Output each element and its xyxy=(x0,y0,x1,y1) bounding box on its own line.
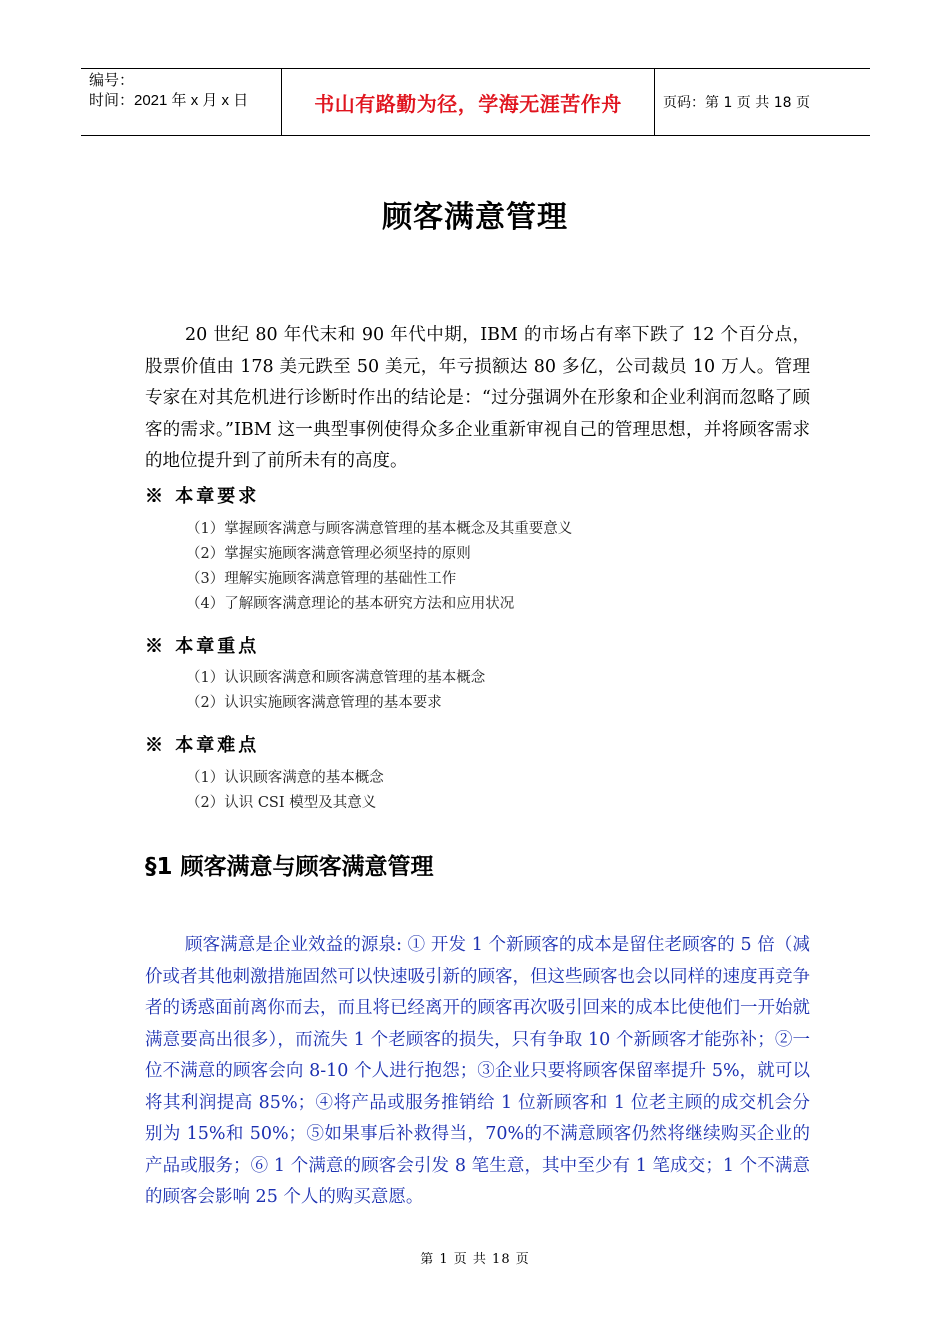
header-page-number: 页码：第 1 页 共 18 页 xyxy=(663,95,810,111)
page-header xyxy=(81,68,870,136)
list-item: （2）掌握实施顾客满意管理必须坚持的原则 xyxy=(186,546,471,562)
list-item: （1）认识顾客满意和顾客满意管理的基本概念 xyxy=(186,670,486,686)
list-item: （1）掌握顾客满意与顾客满意管理的基本概念及其重要意义 xyxy=(186,521,573,537)
header-motto-cell xyxy=(282,69,655,135)
header-meta xyxy=(81,69,282,135)
key-points-heading: ※ 本章重点 xyxy=(145,636,260,657)
document-date: 时间：2021 年 x 月 x 日 xyxy=(89,92,249,109)
list-item: （2）认识 CSI 模型及其意义 xyxy=(186,795,377,811)
section-paragraph: 顾客满意是企业效益的源泉: ① 开发 1 个新顾客的成本是留住老顾客的 5 倍（减价或者其他刺激措施固然可以快速吸引新的顾客，但这些顾客也会以同样的速度再竞争者的诱惑面前离你而去，而且将已经离开的顾客再次吸引回来的成本比使他们一开始就满意要高出很多），而流失 1 个老顾客的损失，只有争取 10 个新顾客才能弥补；②一位不满意的顾客会向 8-10 个人进行抱怨；③企业只要将顾客保留率提升 5%，就可以将其利润提高 85%；④将产品或服务推销给 1 位新顾客和 1 位老主顾的成交机会分别为 15%和 50%；⑤如果事后补救得当，70%的不满意顾客仍然将继续购买企业的产品或服务；⑥ 1 个满意的顾客会引发 8 笔生意，其中至少有 1 笔成交；1 个不满意的顾客会影响 25 个人的购买意愿。 xyxy=(145,935,810,1207)
difficulties-list xyxy=(186,766,384,816)
intro-paragraph: 20 世纪 80 年代末和 90 年代中期，IBM 的市场占有率下跌了 12 个百分点，股票价值由 178 美元跌至 50 美元，年亏损额达 80 多亿，公司裁员 10 万人。管理专家在对其危机进行诊断时作出的结论是：“过分强调外在形象和企业利润而忽略了顾客的需求。”IBM 这一典型事例使得众多企业重新审视自己的管理思想，并将顾客需求的地位提升到了前所未有的高度。 xyxy=(145,325,810,471)
requirements-heading: ※ 本章要求 xyxy=(145,486,260,507)
page-title: 顾客满意管理 xyxy=(382,200,568,235)
document-number: 编号： xyxy=(89,72,135,89)
list-item: （3）理解实施顾客满意管理的基础性工作 xyxy=(186,571,457,587)
header-motto: 书山有路勤为径，学海无涯苦作舟 xyxy=(314,91,622,116)
key-points-list xyxy=(186,666,485,716)
difficulties-heading: ※ 本章难点 xyxy=(145,735,260,756)
list-item: （1）认识顾客满意的基本概念 xyxy=(186,770,384,786)
section-heading: §1 顾客满意与顾客满意管理 xyxy=(145,854,434,880)
list-item: （2）认识实施顾客满意管理的基本要求 xyxy=(186,695,442,711)
list-item: （4）了解顾客满意理论的基本研究方法和应用状况 xyxy=(186,596,515,612)
requirements-list xyxy=(186,517,572,617)
page-footer: 第 1 页 共 18 页 xyxy=(420,1252,530,1267)
